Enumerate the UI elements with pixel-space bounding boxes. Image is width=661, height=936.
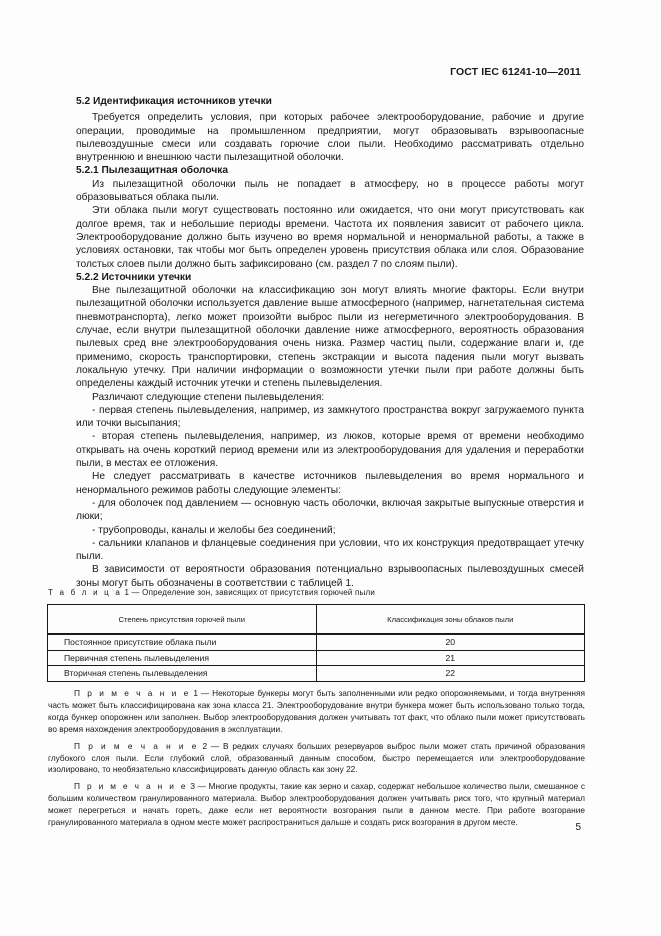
note: [48, 781, 585, 829]
notes-block: [48, 688, 585, 834]
paragraph: Требуется определить условия, при которых рабочее электрооборудование, рабочие и другие операции, проводимые на промышленном предприятии, могут образовывать взрывоопасные пылевоздушные смеси или создавать горючие слои пыли. Необходимо рассматривать отдельно внутреннюю и внешнюю части пылезащитной оболочки.: [76, 112, 584, 164]
table-cell: 21: [316, 650, 585, 666]
table-caption-label: Т а б л и ц а: [48, 588, 123, 597]
section-body: [76, 95, 584, 590]
table-caption-text: 1 — Определение зон, зависящих от присутствия горючей пыли: [124, 588, 376, 597]
page-number: 5: [575, 822, 581, 833]
list-item: - первая степень пылевыделения, например, из замкнутого пространства вокруг загружаемого пункта или точки высыпания;: [76, 404, 584, 430]
subsection-heading: 5.2.2 Источники утечки: [76, 271, 192, 283]
note-text: 3 — Многие продукты, такие как зерно и сахар, содержат небольшое количество пыли, смешанное с большим количеством гранулированного материала. Выбор электрооборудования должен учитывать риск того, что крупный материал может перегреться и начать гореть, даже если нет вероятности возгорания пыли в данном месте. При работе возгорание гранулированного материала в одном месте может распространиться дальше и создать риск возгорания в другом месте.: [48, 781, 585, 828]
paragraph: Не следует рассматривать в качестве источников пылевыделения во время нормального и ненормального режимов работы следующие элементы:: [76, 471, 584, 496]
table-caption: [48, 588, 375, 597]
list-item: - трубопроводы, каналы и желобы без соединений;: [92, 524, 336, 536]
table-row: [48, 650, 585, 666]
subsection-heading: 5.2.1 Пылезащитная оболочка: [76, 165, 229, 177]
document-header: ГОСТ IEC 61241-10—2011: [450, 66, 581, 78]
note-text: 1 — Некоторые бункеры могут быть заполненными или редко опорожняемыми, и тогда внутренняя часть может быть классифицирована как зона класса 21. Электрооборудование внутри бункера может быть использовано только тогда, когда бункер опорожнен или заполнен. Выбор электрооборудования должен учитывать тот факт, что облако пыли может присутствовать во время нахождения электрооборудования в эксплуатации.: [48, 688, 585, 734]
note-label: П р и м е ч а н и е: [74, 740, 199, 751]
list-item: - вторая степень пылевыделения, например, из люков, которые время от времени необходимо открывать на очень короткий период времени или из электрооборудования для удаления и переработки пыли, в местах ее отложения.: [76, 431, 584, 470]
paragraph: Из пылезащитной оболочки пыль не попадает в атмосферу, но в процессе работы могут образовываться облака пыли.: [76, 178, 584, 204]
note-text: 2 — В редких случаях больших резервуаров выброс пыли может стать причиной образования глубокого слоя пыли. Если глубокий слой, образованный данным способом, быстро перемещается или электрооборудование изолировано, то необязательно классифицировать данную область как зону 22.: [48, 740, 585, 775]
table-header-row: [48, 605, 585, 635]
zone-classification-table: [47, 604, 585, 682]
table-cell: Вторичная степень пылевыделения: [48, 666, 317, 682]
table-cell: 20: [316, 634, 585, 650]
note-label: П р и м е ч а н и е: [74, 781, 188, 792]
paragraph: Эти облака пыли могут существовать постоянно или ожидается, что они могут присутствовать как долгое время, так и небольшие периоды времени. Частота их появления зависит от рабочего цикла. Электрооборудование должно быть изучено во время нормальной и ненормальной работы, а также в условиях остановки, так чтобы мог быть определен уровень присутствия облака или слоя. Образование толстых слоев пыли должно быть зафиксировано (см. раздел 7 по слоям пыли).: [76, 205, 584, 270]
paragraph: Вне пылезащитной оболочки на классификацию зон могут влиять многие факторы. Если внутри пылезащитной оболочки используется давление выше атмосферного (например, нагнетательная система пневмотранспорта), легко может произойти выброс пыли из негерметичного электрооборудования. В случае, если внутри пылезащитной оболочки давление ниже атмосферного, вероятность образования пылевых сред вне электрооборудования очень низка. Размер частиц пыли, содержание влаги и, где применимо, скорость транспортировки, степень экстракции и высота падения пыли могут вызвать локальную утечку. При наличии информации о возможности утечки пыли при работе должны быть определены каждый источник утечки и степень пылевыделения.: [76, 285, 584, 390]
section-heading: 5.2 Идентификация источников утечки: [76, 96, 272, 107]
table-header-cell: Классификация зоны облаков пыли: [316, 605, 585, 635]
table-row: [48, 666, 585, 682]
paragraph: В зависимости от вероятности образования потенциально взрывоопасных пылевоздушных смесей зоны могут быть обозначены в соответствии с таблицей 1.: [76, 564, 584, 589]
list-item: - для оболочек под давлением — основную часть оболочки, включая закрытые выпускные отверстия и люки;: [76, 497, 584, 523]
paragraph: Различают следующие степени пылевыделения:: [92, 391, 325, 403]
table-row: [48, 634, 585, 650]
table-cell: Первичная степень пылевыделения: [48, 650, 317, 666]
table-cell: 22: [316, 666, 585, 682]
note: [48, 688, 585, 736]
table-cell: Постоянное присутствие облака пыли: [48, 634, 317, 650]
note: [48, 741, 585, 777]
note-label: П р и м е ч а н и е: [74, 688, 191, 698]
list-item: - сальники клапанов и фланцевые соединения при условии, что их конструкция предотвращает утечку пыли.: [76, 537, 584, 563]
table-header-cell: Степень присутствия горючей пыли: [48, 605, 317, 635]
